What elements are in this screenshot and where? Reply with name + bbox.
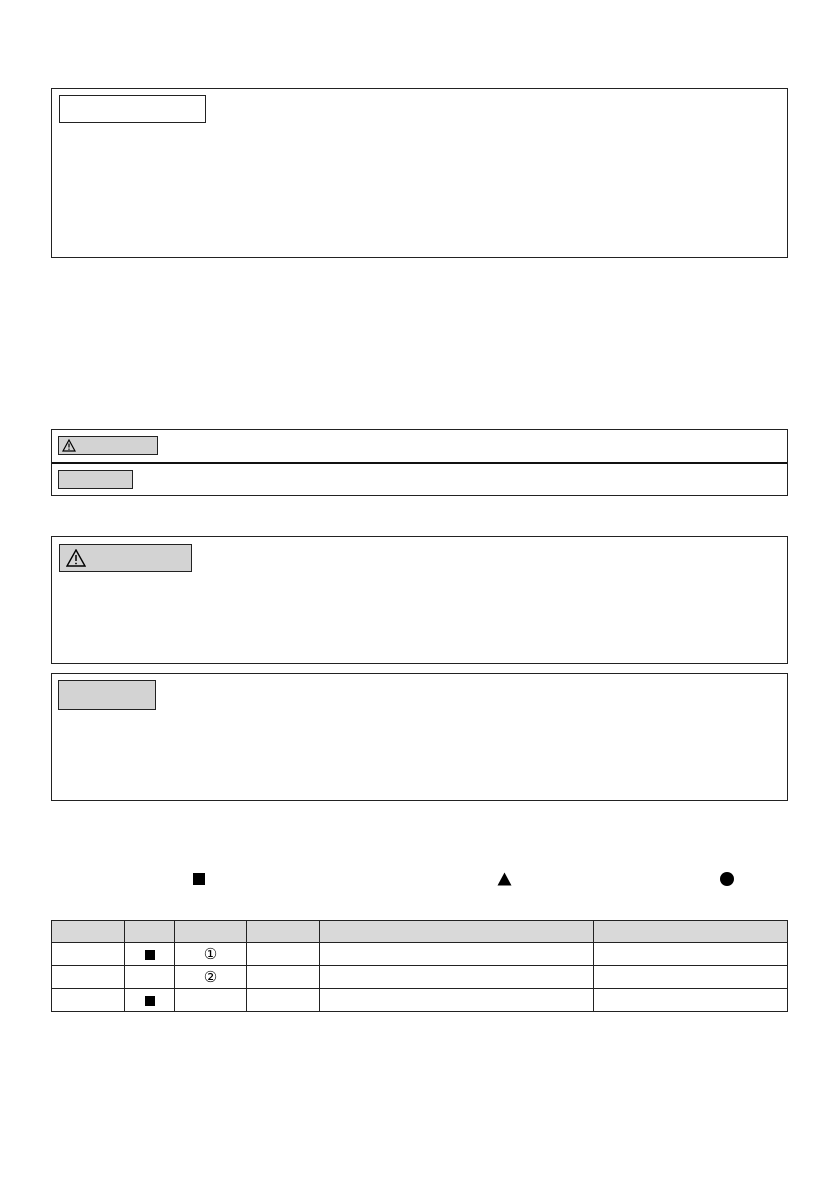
table-cell-number [175,989,247,1012]
table-cell [52,989,125,1012]
table-header-row [52,921,788,943]
table-cell [594,966,788,989]
warning-legend-frame [51,429,788,496]
table-header [594,921,788,943]
table-cell [52,966,125,989]
notice-frame [51,88,788,258]
warning-triangle-icon [62,439,76,452]
notice-label-box [59,95,206,123]
table-header [52,921,125,943]
table-header [247,921,320,943]
table-header [125,921,175,943]
filled-square-icon [145,950,155,960]
filled-square-icon [193,873,205,885]
warning-triangle-icon [66,549,86,567]
notice-frame-2 [51,673,788,801]
legend-divider [52,462,787,464]
table-cell-number [175,943,247,966]
table-cell [320,943,594,966]
table-cell [594,943,788,966]
table-header [175,921,247,943]
table-row [52,989,788,1012]
table-cell-mark [125,943,175,966]
table-cell [320,989,594,1012]
table-cell [247,943,320,966]
filled-circle-icon [720,872,734,886]
table-row [52,943,788,966]
table-cell [320,966,594,989]
table-cell-number [175,966,247,989]
circled-number: ① [203,944,218,963]
table-cell [52,943,125,966]
table-cell-mark [125,989,175,1012]
circled-number: ② [203,967,218,986]
filled-square-icon [145,996,155,1006]
table-cell [247,989,320,1012]
symbol-table [51,920,788,1012]
table-cell-mark [125,966,175,989]
table-row [52,966,788,989]
caution-box-label-box [59,544,192,572]
notice-legend-label-box [58,470,133,489]
table-cell [247,966,320,989]
table-header [320,921,594,943]
filled-triangle-icon [497,872,512,886]
caution-frame [51,536,788,664]
notice-box-2-label-box [58,680,156,710]
caution-label-box [58,436,158,455]
table-cell [594,989,788,1012]
